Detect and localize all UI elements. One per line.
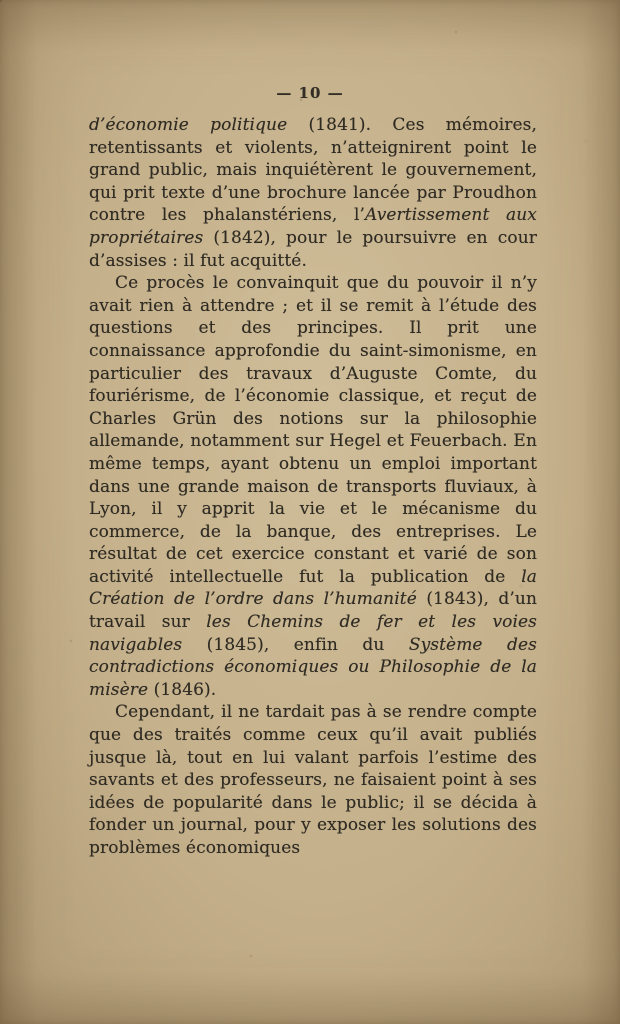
text-segment: (1846). — [148, 679, 217, 700]
text-segment: (1842), pour le poursuivre en cour d’assises : il fut acquitté. — [89, 227, 537, 271]
italic-text-segment: Système des contradictions économiques ou Philosophie de la misère — [89, 634, 537, 700]
text-segment: (1841). Ces mémoires, retentissants et violents, n’atteignirent point le grand public, mais inquiétèrent le gouvernement, qui prit texte d’une brochure lancée par Proudhon contre les phalanstériens, l’ — [89, 115, 537, 226]
text-segment: (1845), enfin du — [182, 634, 409, 655]
page-number: — 10 — — [276, 84, 344, 102]
text-block — [89, 114, 537, 860]
italic-text-segment: la Création de l’ordre dans l’humanité — [89, 566, 537, 610]
italic-text-segment: les Chemins de fer et les voies navigables — [89, 612, 538, 655]
paragraph — [89, 701, 537, 859]
paragraph — [89, 272, 537, 701]
text-segment: (1843), d’un travail sur — [89, 589, 537, 633]
italic-text-segment: Avertissement aux propriétaires — [89, 205, 537, 248]
text-segment: Ce procès le convainquit que du pouvoir il n’y avait rien à attendre ; et il se remit à l’étude des questions et des principes. Il prit une connaissance approfondie du saint-simonisme, en particulier des travaux d’Auguste Comte, du fouriérisme, de l’économie classique, et reçut de Charles Grün des notions sur la philosophie allemande, notamment sur Hegel et Feuerbach. En même temps, ayant obtenu un emploi important dans une grande maison de transports fluviaux, à Lyon, il y apprit la vie et le mécanisme du commerce, de la banque, des entreprises. Le résultat de cet exercice constant et varié de son activité intellectuelle fut la publication de — [89, 273, 537, 587]
paragraph — [89, 114, 537, 272]
text-segment: Cependant, il ne tardait pas à se rendre compte que des traités comme ceux qu’il avait publiés jusque là, tout en lui valant parfois l’estime des savants et des professeurs, ne faisaient point à ses idées de popularité dans le public; il se décida à fonder un journal, pour y exposer les solutions des problèmes économiques — [89, 702, 537, 858]
italic-text-segment: d’économie politique — [89, 115, 288, 135]
